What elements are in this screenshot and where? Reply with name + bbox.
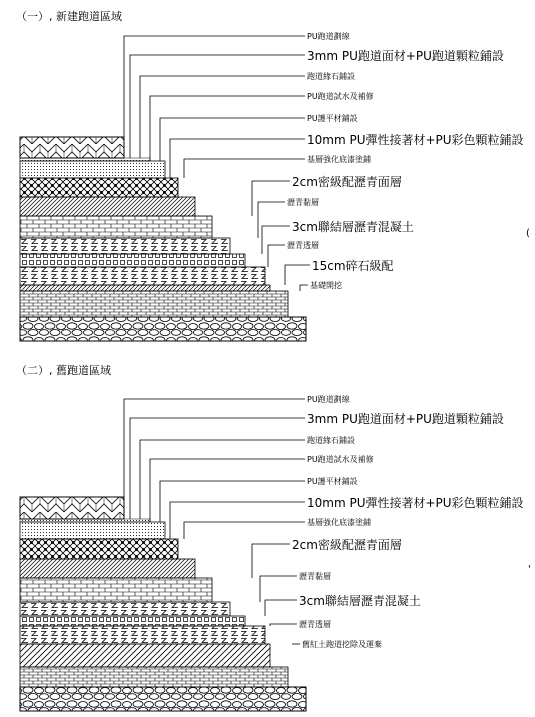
s2-label-10: 3cm聯結層瀝青混凝土 <box>299 594 421 608</box>
s2-label-4: PU跑道試水及補修 <box>307 455 374 464</box>
s1-layer-dots-b <box>20 161 165 178</box>
s1-layer-zig <box>20 238 230 254</box>
s2-layer-cobble <box>20 687 306 711</box>
s1-label-13: 基礎開挖 <box>310 281 342 290</box>
s2-label-3: 跑道緣石鋪設 <box>307 436 355 445</box>
section1-title: （一）, 新建跑道區域 <box>16 10 122 23</box>
s2-label-1: PU跑道劃線 <box>307 395 350 404</box>
s1-layer-grid <box>20 291 288 317</box>
s2-layer-surface <box>20 497 124 519</box>
s1-label-9: 瀝青黏層 <box>287 198 319 207</box>
s1-label-7: 基層強化底漆塗鋪 <box>307 155 371 164</box>
stray-paren-mark: ( <box>526 228 530 239</box>
s1-label-10: 3cm聯結層瀝青混凝土 <box>292 220 414 234</box>
s2-label-7: 基層強化底漆塗鋪 <box>307 518 371 527</box>
s1-label-4: PU跑道試水及補修 <box>307 92 374 101</box>
s2-layer-zig <box>20 602 230 616</box>
section1-layers <box>20 137 306 341</box>
s2-layer-grid <box>20 667 288 687</box>
s2-label-8: 2cm密級配瀝青面層 <box>292 538 402 552</box>
s2-layer-dots-b <box>20 522 165 539</box>
s1-layer-thin-diag <box>20 285 270 291</box>
section1-labels <box>287 31 524 290</box>
s2-layer-squares <box>20 616 245 626</box>
s1-layer-zig-b <box>20 267 265 285</box>
s1-layer-brick <box>20 216 212 238</box>
s1-label-11: 瀝青透層 <box>287 241 319 250</box>
s2-layer-zig-b <box>20 626 265 644</box>
stray-tick-mark: ' <box>528 564 531 575</box>
s1-label-12: 15cm碎石級配 <box>312 259 394 273</box>
s1-label-8: 2cm密級配瀝青面層 <box>292 175 402 189</box>
s1-label-5: PU護平材鋪設 <box>307 114 358 123</box>
s1-layer-dots-a <box>20 158 150 161</box>
s1-layer-surface <box>20 137 124 158</box>
s2-label-11: 瀝青透層 <box>299 620 331 629</box>
s2-layer-wide-diag <box>20 644 270 667</box>
s2-layer-dots-a <box>20 519 150 522</box>
s2-label-12: 舊紅土跑道挖除及運棄 <box>302 640 382 649</box>
s2-layer-brick <box>20 578 212 602</box>
section2-title: （二）, 舊跑道區域 <box>16 364 111 377</box>
s2-label-5: PU護平材鋪設 <box>307 477 358 486</box>
s1-layer-diag <box>20 197 195 216</box>
s1-layer-cross <box>20 178 178 197</box>
s2-label-6: 10mm PU彈性接著材+PU彩色顆粒鋪設 <box>307 496 524 510</box>
s1-label-1: PU跑道劃線 <box>307 32 350 41</box>
s1-label-6: 10mm PU彈性接著材+PU彩色顆粒鋪設 <box>307 133 524 147</box>
s1-layer-cobble <box>20 317 306 341</box>
s1-layer-squares <box>20 254 245 267</box>
section2-labels <box>292 394 524 649</box>
section2-layers <box>20 497 306 711</box>
s2-layer-diag <box>20 559 195 578</box>
s1-label-2: 3mm PU跑道面材+PU跑道顆粒鋪設 <box>307 49 504 63</box>
s2-layer-cross <box>20 539 178 559</box>
s2-label-9: 瀝青黏層 <box>299 572 331 581</box>
s1-label-3: 跑道緣石鋪設 <box>307 72 355 81</box>
s2-label-2: 3mm PU跑道面材+PU跑道顆粒鋪設 <box>307 412 504 426</box>
